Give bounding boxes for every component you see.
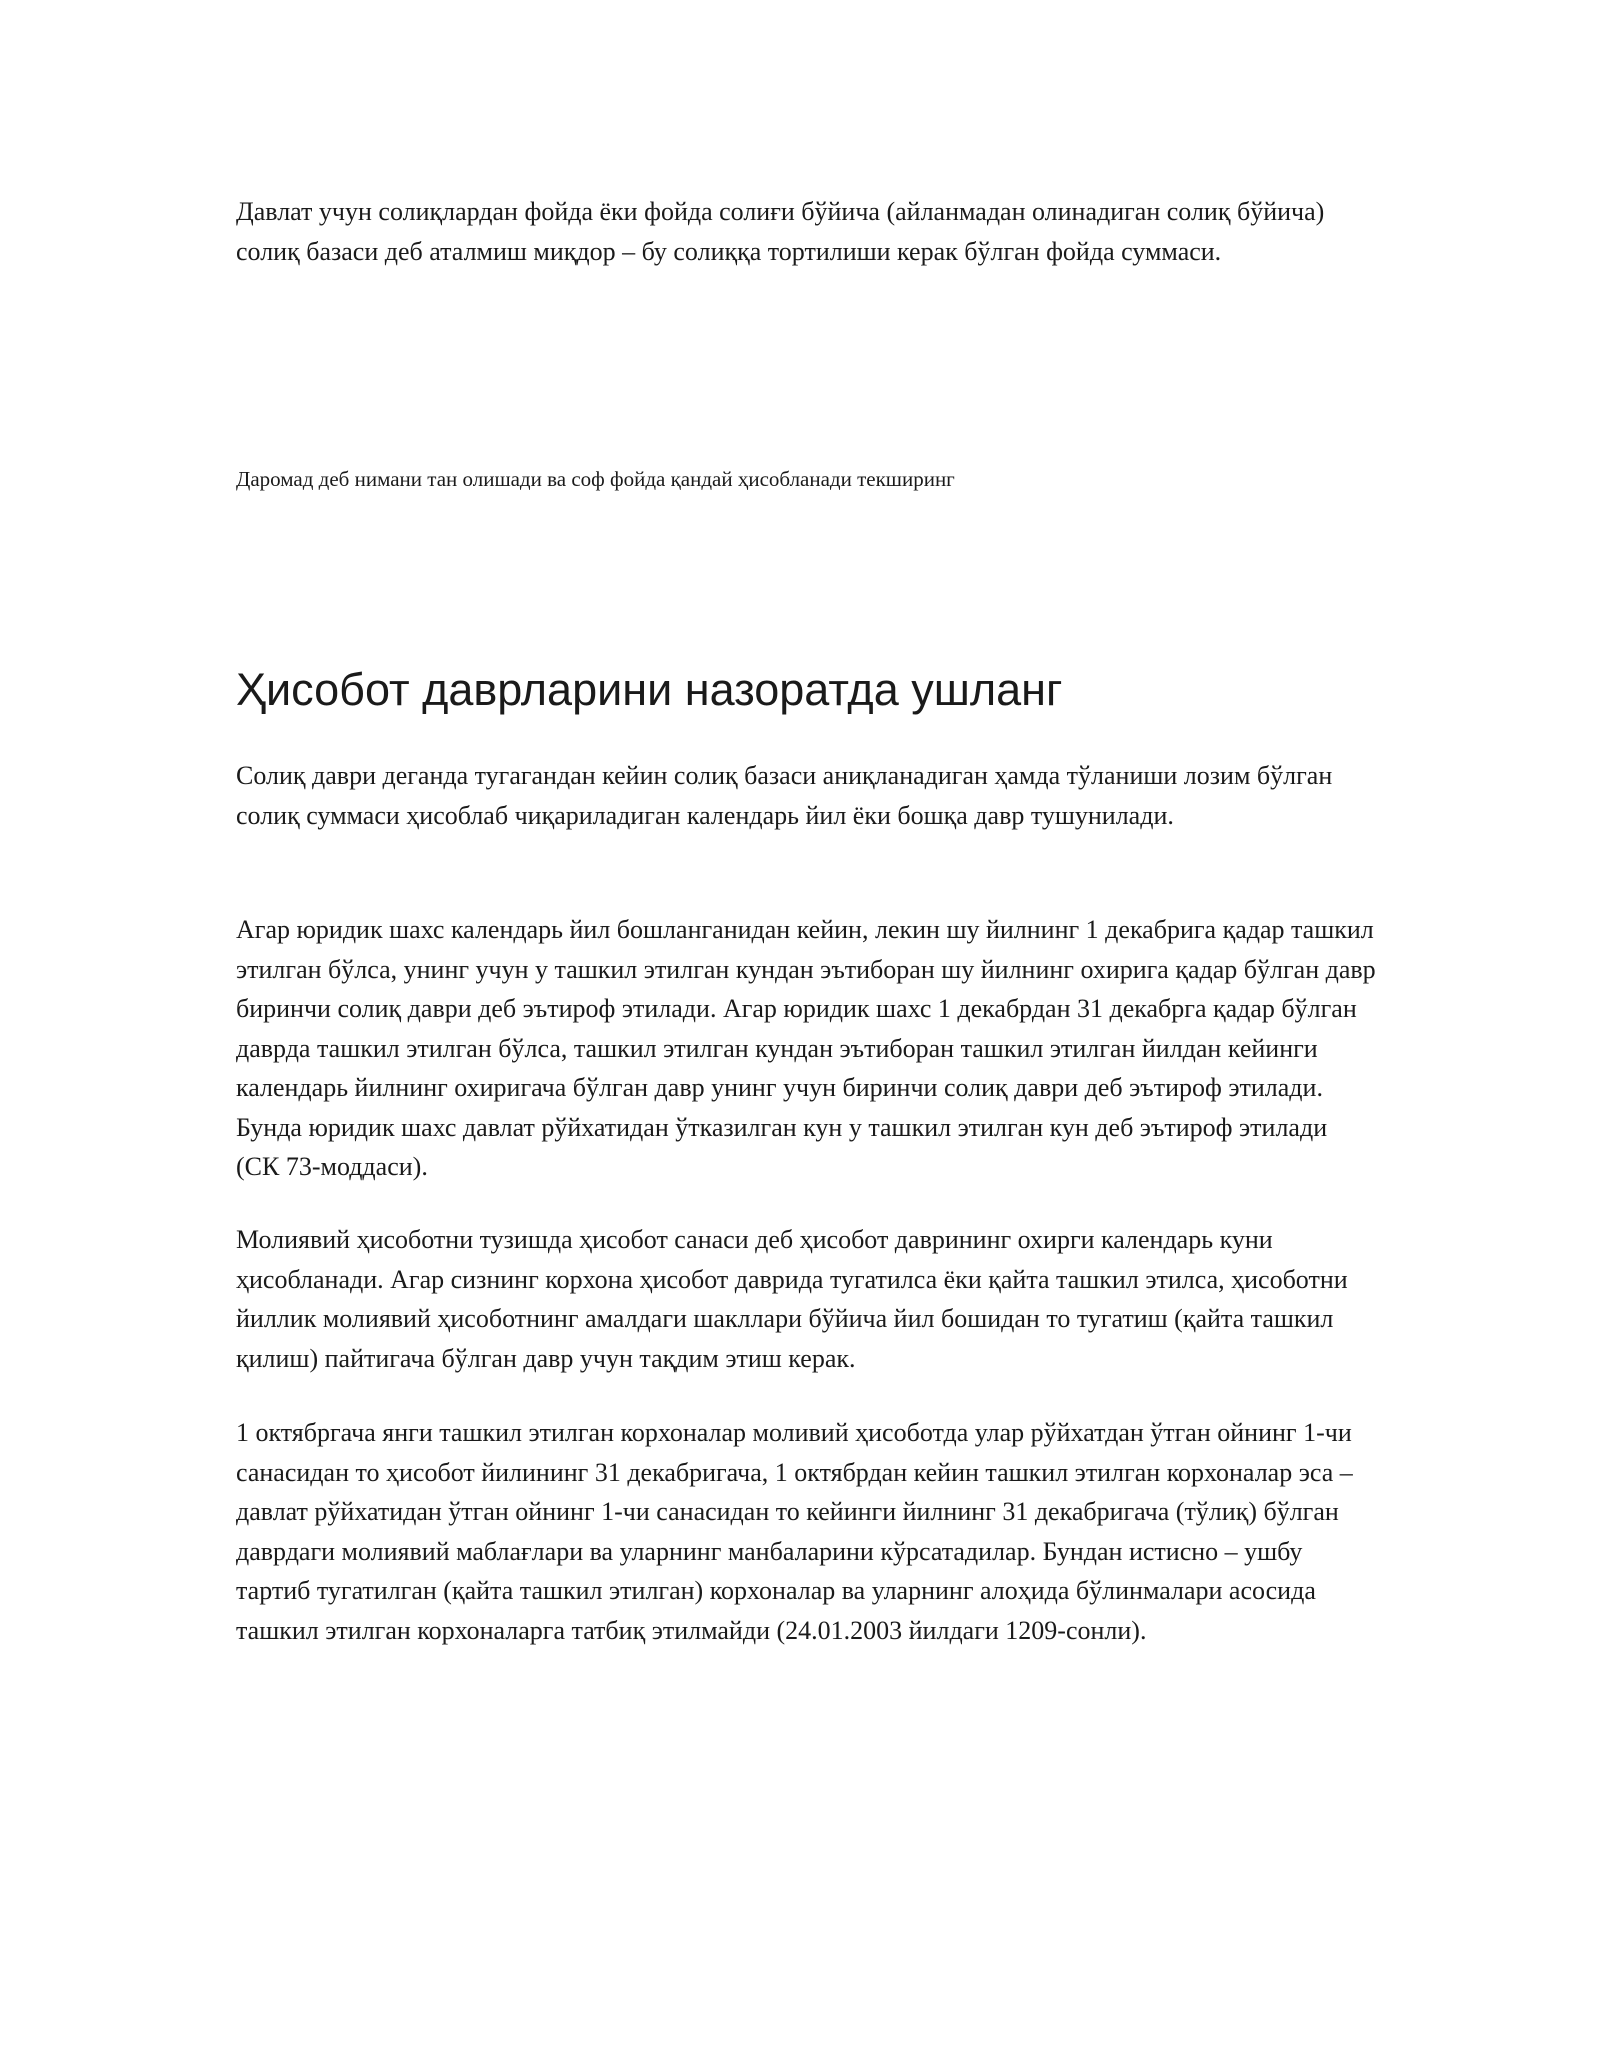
paragraph-new-enterprises: 1 октябргача янги ташкил этилган корхоналар моливий ҳисоботда улар рўйхатдан ўтган ойнинг 1-чи санасидан то ҳисобот йилининг 31 декабригача, 1 октябрдан кейин ташкил этилган корхоналар эса – давлат рўйхатидан ўтган ойнинг 1-чи санасидан то кейинги йилнинг 31 декабригача (тўлиқ) бўлган даврдаги молиявий маблағлари ва уларнинг манбаларини кўрсатадилар. Бундан истисно – ушбу тартиб тугатилган (қайта ташкил этилган) корхоналар ва уларнинг алоҳида бўлинмалари асосида ташкил этилган корхоналарга татбиқ этилмайди (24.01.2003 йилдаги 1209-сонли). xyxy=(236,1418,1353,1645)
paragraph-tax-period: Солиқ даври деганда тугагандан кейин солиқ базаси аниқланадиган ҳамда тўланиши лозим бўлган солиқ суммаси ҳисоблаб чиқариладиган календарь йил ёки бошқа давр тушунилади. xyxy=(236,761,1333,830)
related-article-link[interactable]: Даромад деб нимани тан олишади ва соф фойда қандай ҳисобланади текширинг xyxy=(236,467,955,491)
paragraph-reporting-date: Молиявий ҳисоботни тузишда ҳисобот санаси деб ҳисобот даврининг охирги календарь куни ҳисобланади. Агар сизнинг корхона ҳисобот даврида тугатилса ёки қайта ташкил этилса, ҳисоботни йиллик молиявий ҳисоботнинг амалдаги шакллари бўйича йил бошидан то тугатиш (қайта ташкил қилиш) пайтигача бўлган давр учун тақдим этиш керак. xyxy=(236,1225,1348,1373)
paragraph-first-tax-period: Агар юридик шахс календарь йил бошланганидан кейин, лекин шу йилнинг 1 декабрига қадар ташкил этилган бўлса, унинг учун у ташкил этилган кундан эътиборан шу йилнинг охирига қадар бўлган давр биринчи солиқ даври деб эътироф этилади. Агар юридик шахс 1 декабрдан 31 декабрга қадар бўлган даврда ташкил этилган бўлса, ташкил этилган кундан эътиборан ташкил этилган йилдан кейинги календарь йилнинг охиригача бўлган давр унинг учун биринчи солиқ даври деб эътироф этилади. Бунда юридик шахс давлат рўйхатидан ўтказилган кун у ташкил этилган кун деб эътироф этилади (СК 73-моддаси). xyxy=(236,915,1376,1181)
section-heading: Ҳисобот даврларини назоратда ушланг xyxy=(236,664,1063,715)
intro-paragraph: Давлат учун солиқлардан фойда ёки фойда солиғи бўйича (айланмадан олинадиган солиқ бўйича) солиқ базаси деб аталмиш миқдор – бу солиққа тортилиши керак бўлган фойда суммаси. xyxy=(236,197,1325,266)
